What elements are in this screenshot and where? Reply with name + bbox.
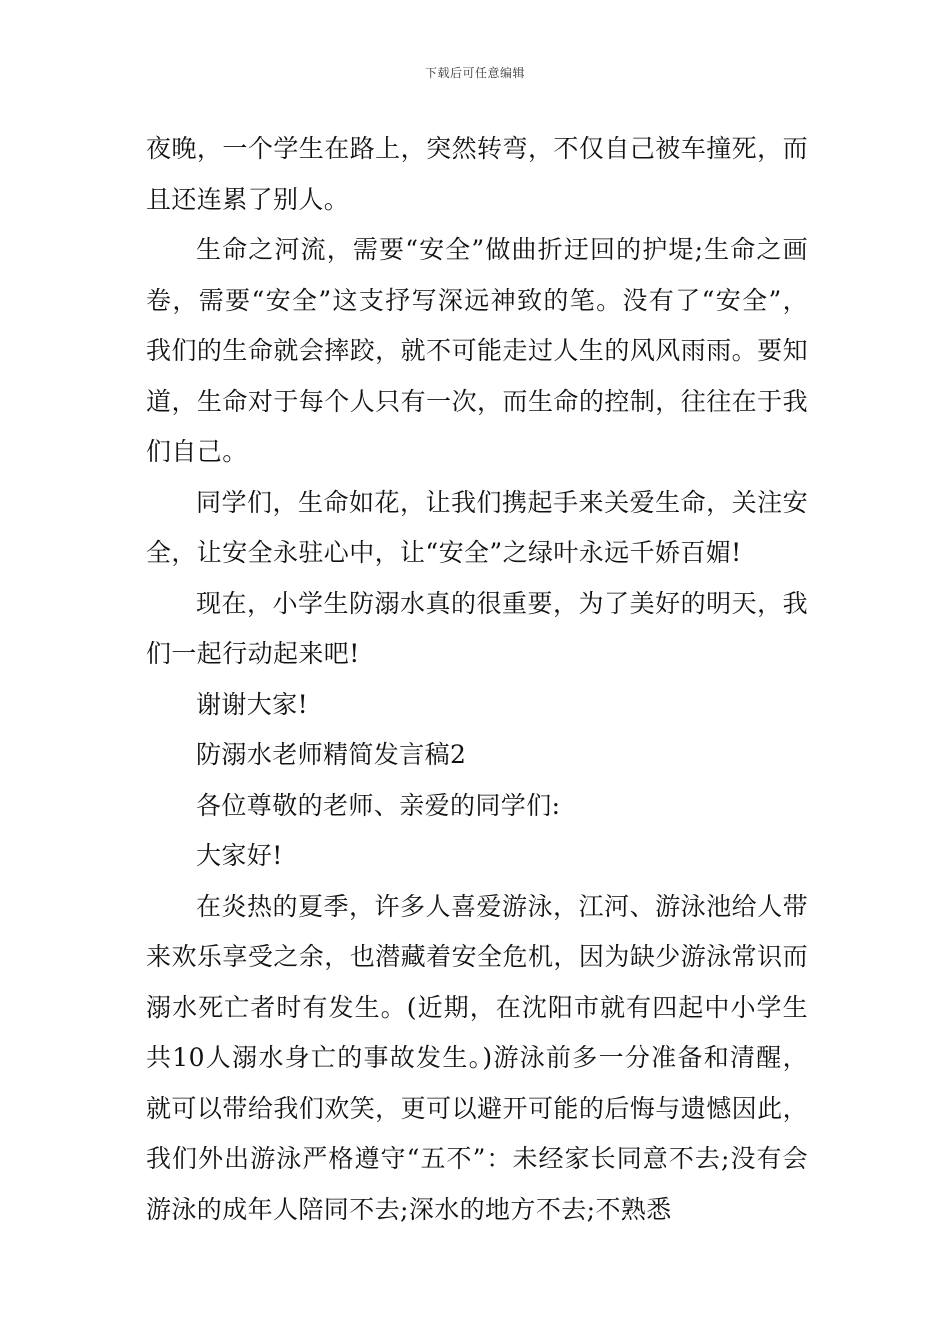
document-body	[146, 124, 808, 1235]
paragraph: 同学们，生命如花，让我们携起手来关爱生命，关注安全，让安全永驻心中，让“安全”之绿叶永远千娇百媚!	[146, 487, 808, 567]
page-header: 下载后可任意编辑	[424, 66, 525, 80]
section-title: 防溺水老师精简发言稿2	[196, 740, 467, 769]
paragraph: 生命之河流，需要“安全”做曲折迂回的护堤;生命之画卷，需要“安全”这支抒写深远神致的笔。没有了“安全”，我们的生命就会摔跤，就不可能走过人生的风风雨雨。要知道，生命对于每个人只有一次，而生命的控制，往往在于我们自己。	[146, 235, 808, 466]
paragraph: 现在，小学生防溺水真的很重要，为了美好的明天，我们一起行动起来吧!	[146, 588, 808, 668]
paragraph: 谢谢大家!	[196, 689, 309, 719]
salutation: 各位尊敬的老师、亲爱的同学们:	[196, 790, 561, 820]
paragraph: 在炎热的夏季，许多人喜爱游泳，江河、游泳池给人带来欢乐享受之余，也潜藏着安全危机，因为缺少游泳常识而溺水死亡者时有发生。(近期，在沈阳市就有四起中小学生共10人溺水身亡的事故发生。)游泳前多一分准备和清醒，就可以带给我们欢笑，更可以避开可能的后悔与遗憾因此，我们外出游泳严格遵守“五不”：未经家长同意不去;没有会游泳的成年人陪同不去;深水的地方不去;不熟悉	[146, 891, 808, 1224]
greeting: 大家好!	[196, 841, 283, 870]
paragraph: 夜晚，一个学生在路上，突然转弯，不仅自己被车撞死，而且还连累了别人。	[146, 134, 808, 214]
